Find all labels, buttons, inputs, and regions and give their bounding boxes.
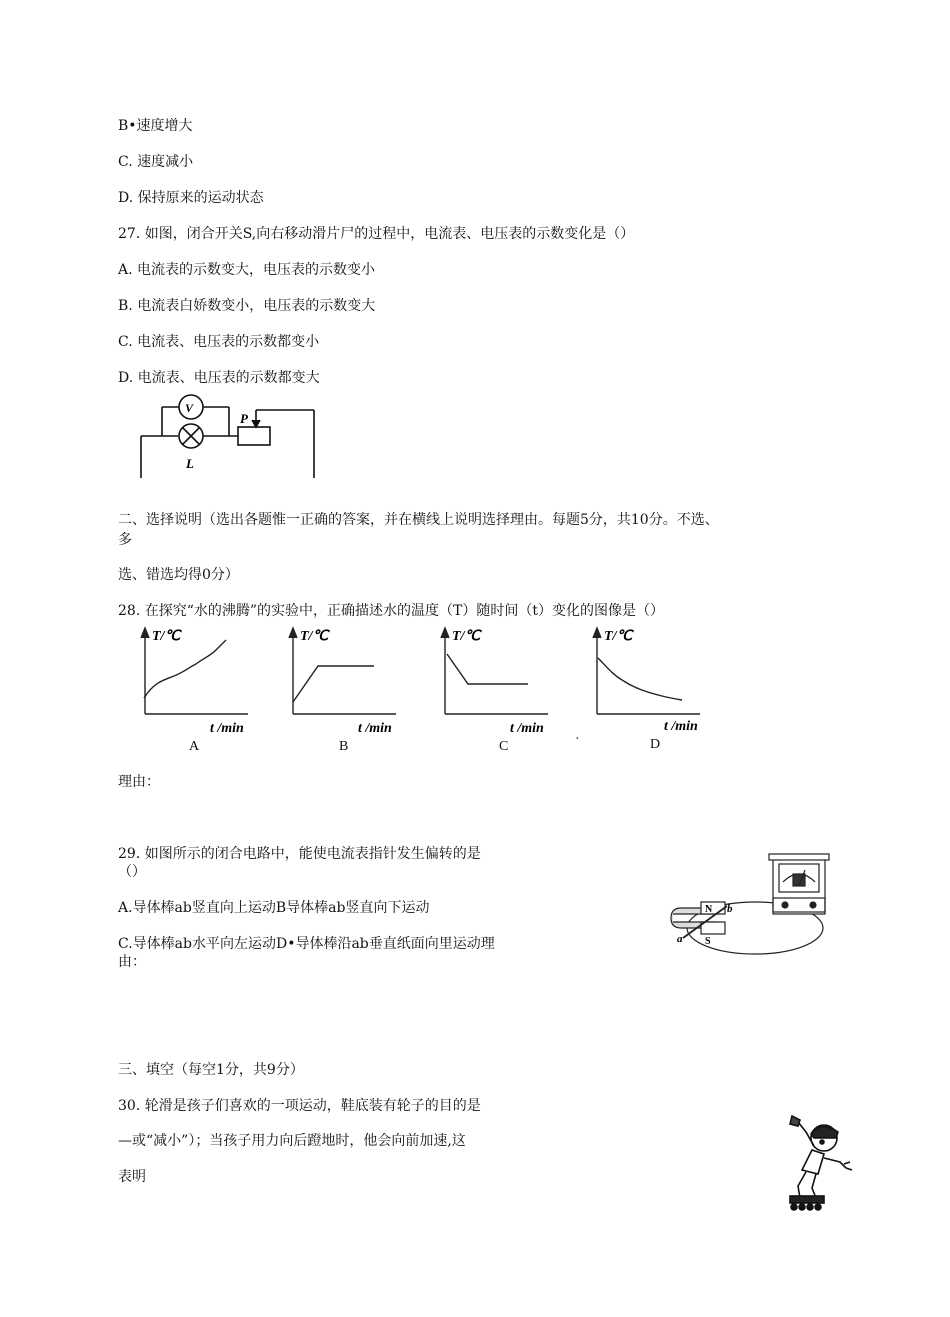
slider-label: P	[240, 411, 248, 426]
graph-d-ylabel: T/℃	[604, 629, 633, 644]
lamp-label: L	[186, 456, 194, 471]
graph-d-xlabel: t /min	[664, 719, 698, 734]
q29-paren: （）	[118, 864, 146, 880]
q29-options-cd: C.导体棒ab水平向左运动D•导体棒沿ab垂直纸面向里运动理	[118, 936, 495, 952]
graph-c-label: C	[499, 739, 509, 754]
roller-skater-figure	[762, 1112, 858, 1212]
graph-a-xlabel: t /min	[210, 721, 244, 736]
graph-c-ylabel: T/℃	[452, 629, 481, 644]
q28-stem: 28. 在探究“水的沸腾”的实验中，正确描述水的温度（T）随时间（t）变化的图像是（）	[118, 603, 664, 619]
q28-reason: 理由：	[118, 774, 160, 790]
graph-b	[278, 620, 418, 740]
q27-option-d: D. 电流表、电压表的示数都变大	[118, 370, 320, 386]
voltmeter-label: V	[185, 401, 194, 415]
magnet-n-label: N	[705, 904, 713, 915]
graph-a	[130, 620, 270, 740]
graph-a-label: A	[189, 739, 200, 754]
magnet-s-label: S	[705, 936, 711, 947]
magnet-galvanometer-figure	[665, 850, 835, 962]
q27-stem: 27. 如图，闭合开关S,向右移动滑片尸的过程中，电流表、电压表的示数变化是（）	[118, 226, 635, 242]
q27-option-c: C. 电流表、电压表的示数都变小	[118, 334, 320, 350]
q30-line-2: —或“减小”）；当孩子用力向后蹬地时，他会向前加速,这	[118, 1133, 466, 1149]
rod-end-b-label: b	[727, 903, 733, 915]
rod-end-a-label: a	[677, 933, 683, 945]
q27-option-a: A. 电流表的示数变大，电压表的示数变小	[118, 262, 376, 278]
section-2-heading: 二、选择说明（选出各题惟一正确的答案，并在横线上说明选择理由。每题5分，共10分。不选、	[118, 512, 719, 528]
q26-option-b: B•速度增大	[118, 118, 193, 134]
graph-b-label: B	[339, 739, 349, 754]
graph-d-label: D	[650, 737, 661, 752]
q26-option-c: C. 速度减小	[118, 154, 194, 170]
graph-a-ylabel: T/℃	[152, 629, 181, 644]
section-3-heading: 三、填空（每空1分，共9分）	[118, 1062, 304, 1078]
stray-dot: ·	[575, 732, 580, 747]
graph-c	[430, 620, 570, 740]
q29-stem: 29. 如图所示的闭合电路中，能使电流表指针发生偏转的是	[118, 846, 481, 862]
q29-reason: 由：	[118, 954, 146, 970]
section-2-heading-wrap: 多	[118, 532, 132, 548]
q27-option-b: B. 电流表白娇数变小，电压表的示数变大	[118, 298, 376, 314]
circuit-diagram	[134, 392, 324, 478]
q29-options-ab: A.导体棒ab竖直向上运动B导体棒ab竖直向下运动	[118, 900, 430, 916]
section-2-heading-cont: 选、错选均得0分）	[118, 567, 239, 583]
graph-b-xlabel: t /min	[358, 721, 392, 736]
graph-d	[582, 620, 722, 740]
q30-line-3: 表明	[118, 1169, 146, 1185]
graph-b-ylabel: T/℃	[300, 629, 329, 644]
q26-option-d: D. 保持原来的运动状态	[118, 190, 264, 206]
q30-stem: 30. 轮滑是孩子们喜欢的一项运动，鞋底装有轮子的目的是	[118, 1098, 481, 1114]
graph-c-xlabel: t /min	[510, 721, 544, 736]
